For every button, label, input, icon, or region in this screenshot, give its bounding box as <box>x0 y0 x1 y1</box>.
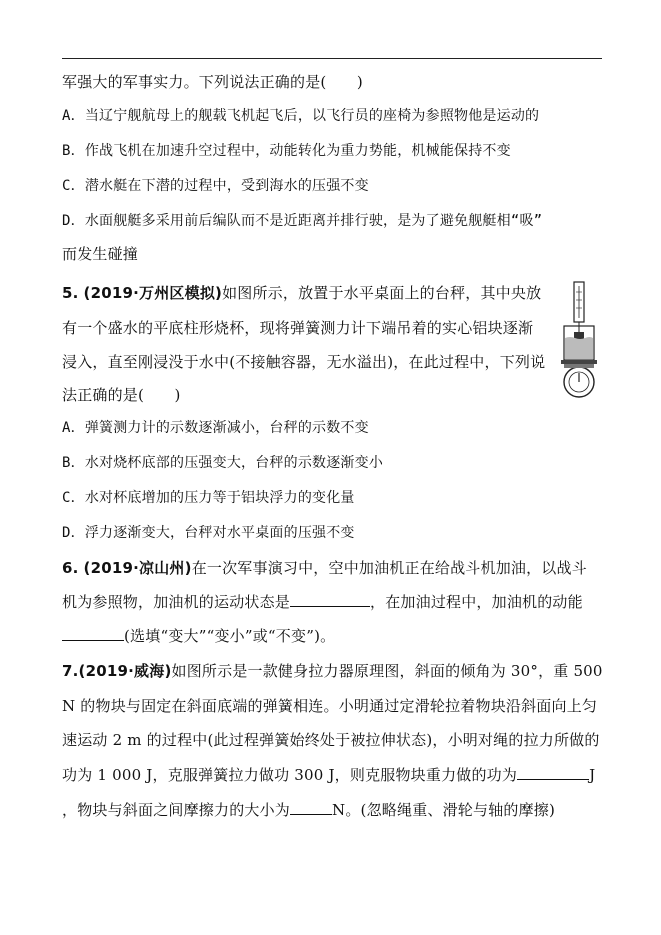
question-7-text: 如图所示是一款健身拉力器原理图，斜面的倾角为 30°，重 500 <box>171 662 603 680</box>
question-7-text-5a: ，物块与斜面之间摩擦力的大小为 <box>62 801 291 819</box>
question-6-text-2b: ，在加油过程中，加油机的动能 <box>370 593 583 611</box>
question-7-line-4 <box>62 765 595 785</box>
question-5-option-a: A．弹簧测力计的示数逐渐减小，台秤的示数不变 <box>62 420 369 436</box>
question-6-line-2 <box>62 592 583 612</box>
question-5-text: 如图所示，放置于水平桌面上的台秤，其中央放 <box>222 284 542 302</box>
answer-blank-motion-state[interactable] <box>290 592 370 607</box>
question-5-line-1 <box>62 283 541 303</box>
question-5-line-2: 有一个盛水的平底柱形烧杯，现将弹簧测力计下端吊着的实心铝块逐渐 <box>62 319 534 337</box>
question-5-option-d: D．浮力逐渐变大，台秤对水平桌面的压强不变 <box>62 525 355 541</box>
question-7-line-2: N 的物块与固定在斜面底端的弹簧相连。小明通过定滑轮拉着物块沿斜面向上匀 <box>62 697 598 715</box>
question-4-option-b: B．作战飞机在加速升空过程中，动能转化为重力势能，机械能保持不变 <box>62 143 511 159</box>
question-5-number: 5. <box>62 284 79 302</box>
question-6-line-3 <box>62 626 335 646</box>
question-4-stem-end: 军强大的军事实力。下列说法正确的是( ) <box>62 73 363 91</box>
question-6-text-2a: 机为参照物，加油机的运动状态是 <box>62 593 291 611</box>
question-6-source: (2019·凉山州) <box>83 559 192 577</box>
question-6-text: 在一次军事演习中，空中加油机正在给战斗机加油，以战斗 <box>191 559 587 577</box>
question-5-line-3: 浸入，直至刚浸没于水中(不接触容器，无水溢出)，在此过程中，下列说 <box>62 353 546 371</box>
scale-beaker-figure <box>560 280 600 405</box>
question-4-option-d: D．水面舰艇多采用前后编队而不是近距离并排行驶，是为了避免舰艇相“吸” <box>62 213 543 229</box>
question-7-line-3: 速运动 2 m 的过程中(此过程弹簧始终处于被拉伸状态)，小明对绳的拉力所做的 <box>62 731 600 749</box>
question-7-source: (2019·威海) <box>78 662 172 680</box>
question-7-unit-j: J <box>589 766 596 784</box>
answer-blank-kinetic-energy[interactable] <box>62 626 124 641</box>
question-7-text-5b: N。(忽略绳重、滑轮与轴的摩擦) <box>332 801 556 819</box>
question-6-text-3: (选填“变大”“变小”或“不变”)。 <box>124 627 336 645</box>
question-6-line-1 <box>62 558 587 578</box>
answer-blank-gravity-work[interactable] <box>517 765 589 780</box>
answer-blank-friction[interactable] <box>290 800 332 815</box>
question-4-option-d-cont: 而发生碰撞 <box>62 245 139 263</box>
question-7-number: 7. <box>62 662 79 680</box>
question-5-option-b: B．水对烧杯底部的压强变大，台秤的示数逐渐变小 <box>62 455 384 471</box>
question-5-source: (2019·万州区模拟) <box>83 284 223 302</box>
question-5-option-c: C．水对杯底增加的压力等于铝块浮力的变化量 <box>62 490 355 506</box>
question-4-option-c: C．潜水艇在下潜的过程中，受到海水的压强不变 <box>62 178 369 194</box>
question-7-line-5 <box>62 800 555 820</box>
question-6-number: 6. <box>62 559 79 577</box>
question-7-text-4a: 功为 1 000 J，克服弹簧拉力做功 300 J，则克服物块重力做的功为 <box>62 766 518 784</box>
question-5-line-4: 法正确的是( ) <box>62 386 181 404</box>
question-7-line-1 <box>62 661 603 681</box>
question-4-option-a: A．当辽宁舰航母上的舰载飞机起飞后，以飞行员的座椅为参照物他是运动的 <box>62 108 540 124</box>
header-rule <box>62 58 602 59</box>
